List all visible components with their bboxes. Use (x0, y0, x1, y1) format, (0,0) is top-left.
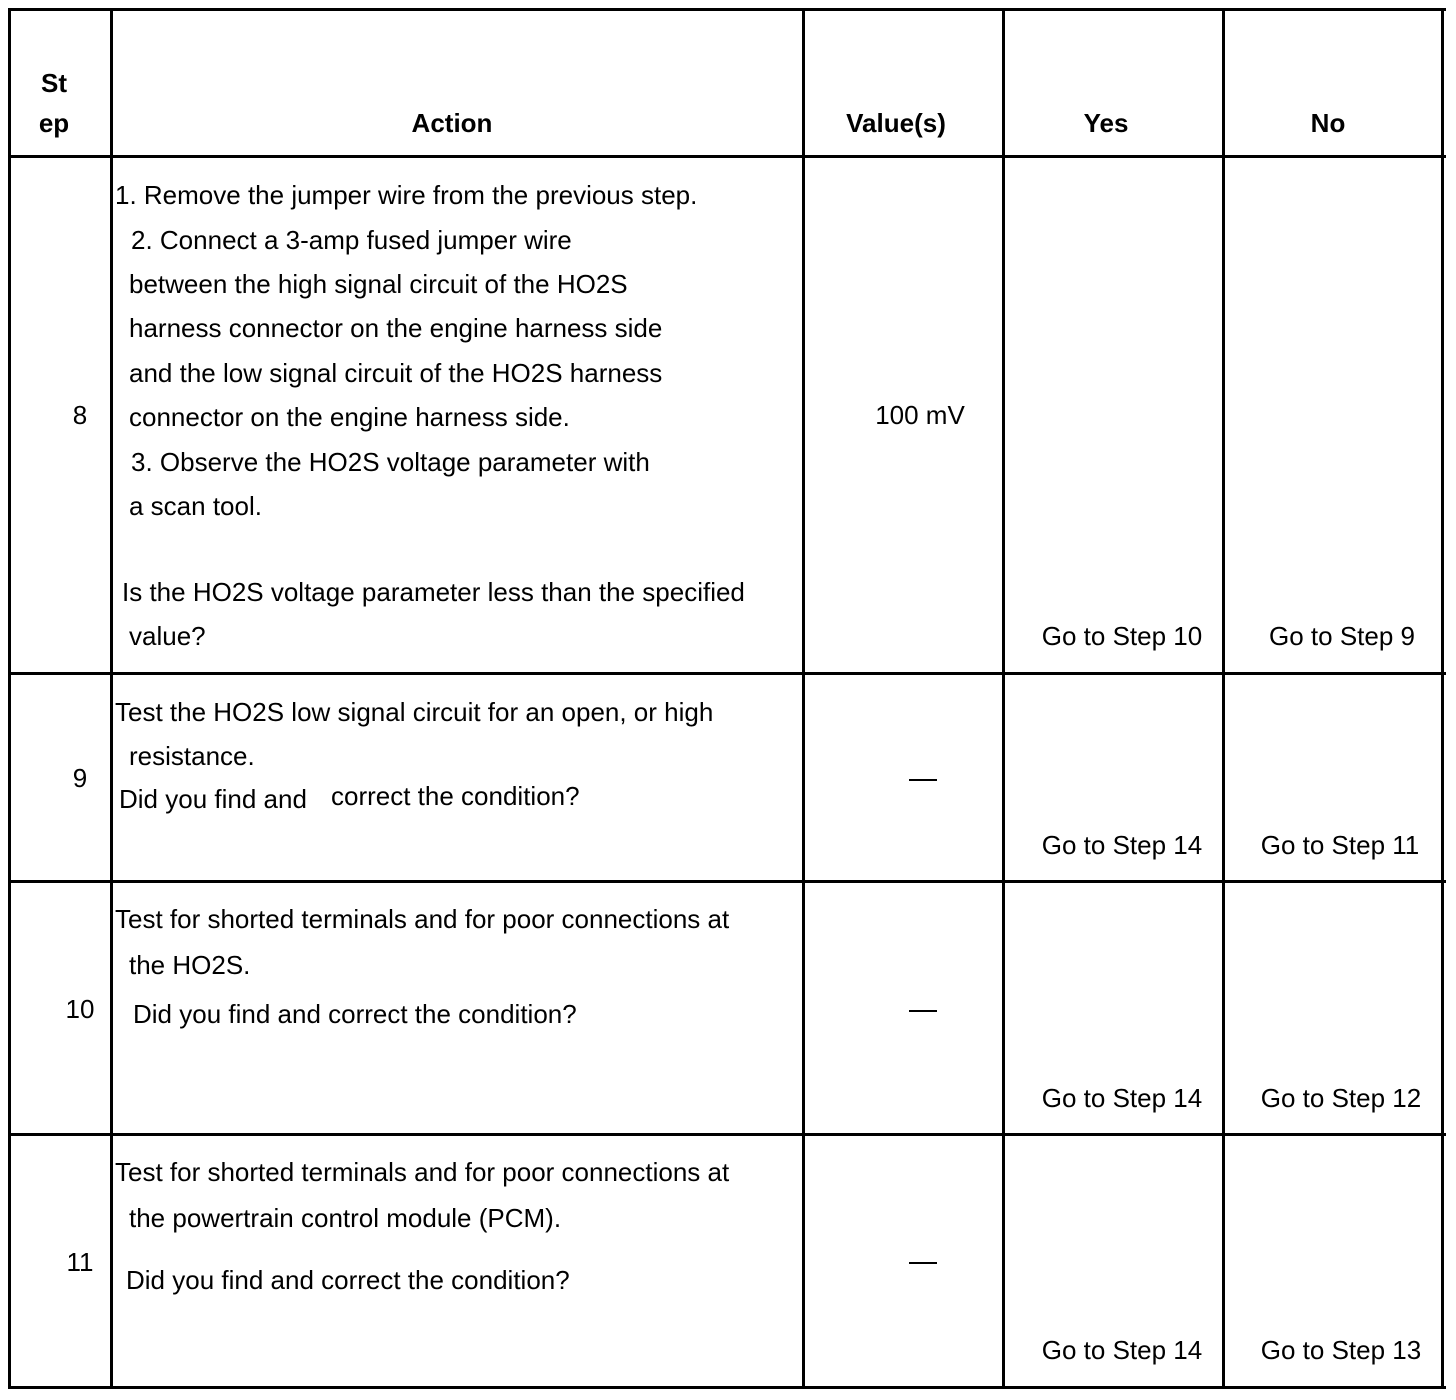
row-step-number: 10 (65, 994, 95, 1024)
header-step (39, 68, 69, 138)
header-no: No (1310, 108, 1346, 138)
table-border-left (8, 8, 11, 1389)
action-line: harness connector on the engine harness side (129, 313, 663, 343)
table-border-bottom (8, 1386, 1446, 1389)
action-line: 1. Remove the jumper wire from the previous step. (115, 180, 698, 210)
row-yes-link: Go to Step 14 (1041, 1335, 1203, 1365)
action-line: 2. Connect a 3-amp fused jumper wire (131, 225, 572, 255)
action-line: Test for shorted terminals and for poor connections at (115, 1157, 730, 1187)
action-line: 3. Observe the HO2S voltage parameter with (131, 447, 650, 477)
header-step-line2: ep (38, 108, 70, 138)
row-step-number: 11 (66, 1247, 94, 1277)
action-line: Did you find and correct the condition? (126, 1265, 570, 1295)
action-line: Did you find and (119, 784, 307, 814)
action-line: value? (129, 621, 206, 651)
header-yes: Yes (1083, 108, 1129, 138)
header-values: Value(s) (846, 108, 946, 138)
row-step-number: 9 (72, 763, 88, 793)
action-line: Test for shorted terminals and for poor connections at (115, 904, 730, 934)
action-line: resistance. (129, 741, 255, 771)
action-line: connector on the engine harness side. (129, 402, 570, 432)
column-divider (1002, 8, 1005, 1389)
header-divider (8, 155, 1446, 158)
action-line: Did you find and correct the condition? (133, 999, 577, 1029)
row-no-link: Go to Step 11 (1260, 830, 1420, 860)
row-value-dash (909, 1262, 937, 1264)
header-step-line1: St (41, 68, 67, 98)
action-line: the HO2S. (129, 950, 251, 980)
column-divider (1222, 8, 1225, 1389)
action-line: the powertrain control module (PCM). (129, 1203, 562, 1233)
row-divider (8, 880, 1446, 883)
row-yes-link: Go to Step 14 (1041, 830, 1203, 860)
action-line: between the high signal circuit of the HO2S (129, 269, 628, 299)
row-divider (8, 1133, 1446, 1136)
row-yes-link: Go to Step 14 (1041, 1083, 1203, 1113)
row-no-link: Go to Step 13 (1260, 1335, 1422, 1365)
action-line: Test the HO2S low signal circuit for an open, or high (115, 697, 714, 727)
table-border-right (1441, 8, 1444, 1389)
row-divider (8, 672, 1446, 675)
action-line: correct the condition? (331, 781, 580, 811)
action-line: Is the HO2S voltage parameter less than the specified (122, 577, 745, 607)
action-line: and the low signal circuit of the HO2S harness (129, 358, 663, 388)
column-divider (802, 8, 805, 1389)
table-border-top (8, 8, 1446, 11)
header-action: Action (411, 108, 493, 138)
row-yes-link: Go to Step 10 (1041, 621, 1203, 651)
action-line: a scan tool. (129, 491, 262, 521)
row-no-link: Go to Step 9 (1269, 621, 1415, 651)
row-value-dash (909, 779, 937, 781)
row-value-dash (909, 1010, 937, 1012)
column-divider (110, 8, 113, 1389)
row-value: 100 mV (875, 400, 965, 430)
row-no-link: Go to Step 12 (1260, 1083, 1422, 1113)
row-step-number: 8 (72, 400, 88, 430)
